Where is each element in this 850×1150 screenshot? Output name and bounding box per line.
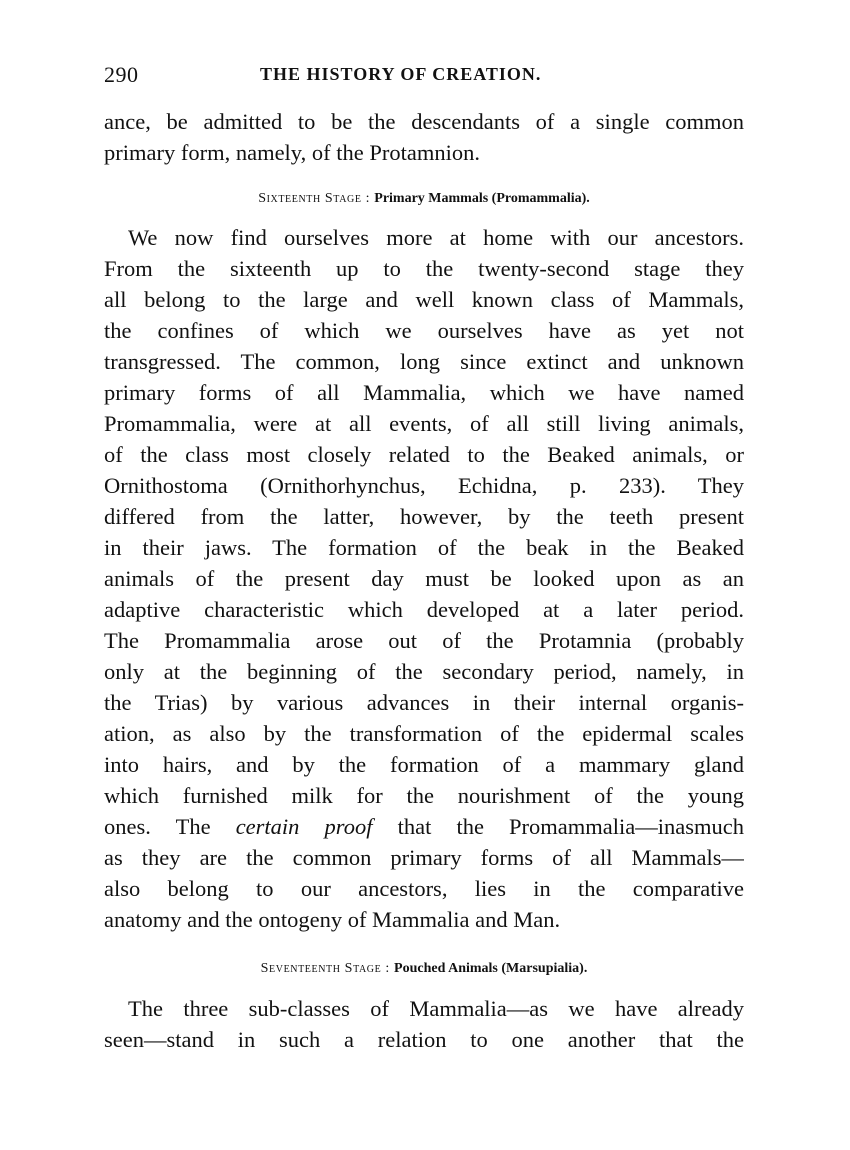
text-line: primary forms of all Mammalia, which we have named — [104, 380, 744, 405]
heading-stage-label: Seventeenth Stage : — [260, 961, 390, 976]
text-line: The Promammalia arose out of the Protamnia (probably — [104, 628, 744, 653]
heading-stage-label: Sixteenth Stage : — [258, 191, 371, 206]
text-line: transgressed. The common, long since extinct and unknown — [104, 349, 744, 374]
text-line: the confines of which we ourselves have as yet not — [104, 318, 744, 343]
section-heading-sixteenth-stage — [104, 189, 744, 209]
text-line: anatomy and the ontogeny of Mammalia and Man. — [104, 907, 561, 932]
text-line: Promammalia, were at all events, of all still living animals, — [104, 411, 744, 436]
text-line: From the sixteenth up to the twenty-second stage they — [104, 256, 744, 281]
section-heading-seventeenth-stage — [104, 959, 744, 979]
book-page — [104, 62, 744, 1055]
text-run: ones. The — [104, 814, 236, 839]
text-line: ance, be admitted to be the descendants of a single common — [104, 109, 744, 134]
text-line: as they are the common primary forms of all Mammals— — [104, 845, 744, 870]
italic-emphasis: certain proof — [235, 814, 373, 839]
text-line: only at the beginning of the secondary period, namely, in — [104, 659, 744, 684]
section-paragraph-sixteenth-stage — [104, 222, 744, 935]
text-line: The three sub-classes of Mammalia—as we have already — [128, 996, 744, 1021]
text-line: seen—stand in such a relation to one another that the — [104, 1027, 744, 1052]
text-line: animals of the present day must be looked upon as an — [104, 566, 744, 591]
text-line: all belong to the large and well known class of Mammals, — [104, 287, 744, 312]
page-number: 290 — [104, 62, 139, 87]
text-line: the Trias) by various advances in their internal organis- — [104, 690, 744, 715]
heading-subtitle: Pouched Animals (Marsupialia). — [394, 961, 588, 976]
text-line: Ornithostoma (Ornithorhynchus, Echidna, p. 233). They — [104, 473, 744, 498]
text-line: in their jaws. The formation of the beak in the Beaked — [104, 535, 744, 560]
text-line: We now find ourselves more at home with our ancestors. — [128, 225, 744, 250]
text-line: primary form, namely, of the Protamnion. — [104, 140, 480, 165]
section-paragraph-seventeenth-stage — [104, 993, 744, 1055]
text-line: also belong to our ancestors, lies in the comparative — [104, 876, 744, 901]
text-line: ation, as also by the transformation of the epidermal scales — [104, 721, 744, 746]
text-line-with-emphasis — [104, 811, 744, 842]
text-run: that the Promammalia—inasmuch — [372, 814, 744, 839]
text-line: adaptive characteristic which developed at a later period. — [104, 597, 744, 622]
heading-subtitle: Primary Mammals (Promammalia). — [374, 191, 590, 206]
running-head — [104, 62, 744, 92]
text-line: into hairs, and by the formation of a mammary gland — [104, 752, 744, 777]
running-title: THE HISTORY OF CREATION. — [260, 64, 542, 84]
opening-paragraph — [104, 106, 744, 168]
text-line: of the class most closely related to the Beaked animals, or — [104, 442, 744, 467]
text-line: which furnished milk for the nourishment of the young — [104, 783, 744, 808]
text-line: differed from the latter, however, by the teeth present — [104, 504, 744, 529]
